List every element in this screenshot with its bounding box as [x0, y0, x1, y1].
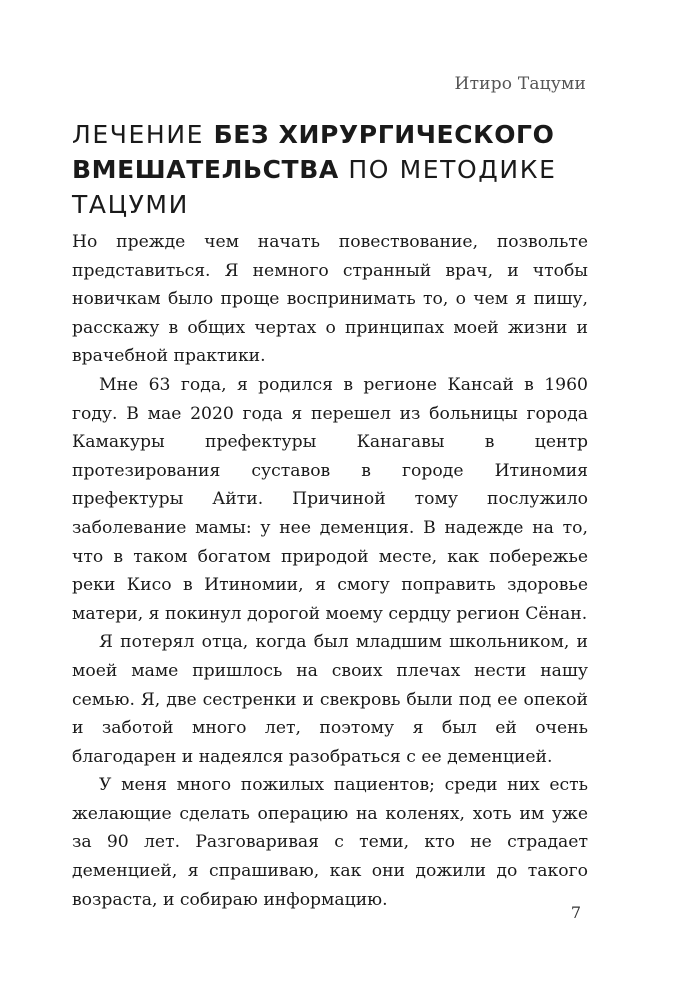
paragraph: У меня много пожилых пациентов; среди них есть желающие сделать операцию на коленях, хоть им уже за 90 лет. Разговаривая с теми, кто не страдает деменцией, я спрашиваю, как они дожили до такого возраста, и собираю информацию.	[72, 775, 588, 910]
chapter-title-part-2: БЕЗ ХИРУРГИЧЕСКОГО ВМЕШАТЕЛЬСТВА	[72, 120, 555, 184]
chapter-title-part-1: ЛЕЧЕНИЕ	[72, 120, 214, 149]
body-text	[72, 228, 588, 914]
chapter-title	[72, 117, 612, 222]
page-number: 7	[570, 903, 581, 922]
paragraph: Но прежде чем начать повествование, позвольте представиться. Я немного странный врач, и чтобы новичкам было проще воспринимать то, о чем я пишу, расскажу в общих чертах о принципах моей жизни и врачебной практики.	[72, 232, 588, 367]
running-header-author: Итиро Тацуми	[454, 74, 586, 94]
paragraph: Я потерял отца, когда был младшим школьником, и моей маме пришлось на своих плечах нести нашу семью. Я, две сестренки и свекровь были под ее опекой и заботой много лет, поэтому я был ей очень благодарен и надеялся разобраться с ее деменцией.	[72, 632, 588, 767]
chapter-title-part-3: ПО МЕТОДИКЕ ТАЦУМИ	[72, 155, 557, 219]
paragraph: Мне 63 года, я родился в регионе Кансай в 1960 году. В мае 2020 года я перешел из больницы города Камакуры префектуры Канагавы в центр протезирования суставов в городе Итиномия префектуры Айти. Причиной тому послужило заболевание мамы: у нее деменция. В надежде на то, что в таком богатом природой месте, как побережье реки Кисо в Итиномии, я смогу поправить здоровье матери, я покинул дорогой моему сердцу регион Сёнан.	[72, 374, 588, 624]
